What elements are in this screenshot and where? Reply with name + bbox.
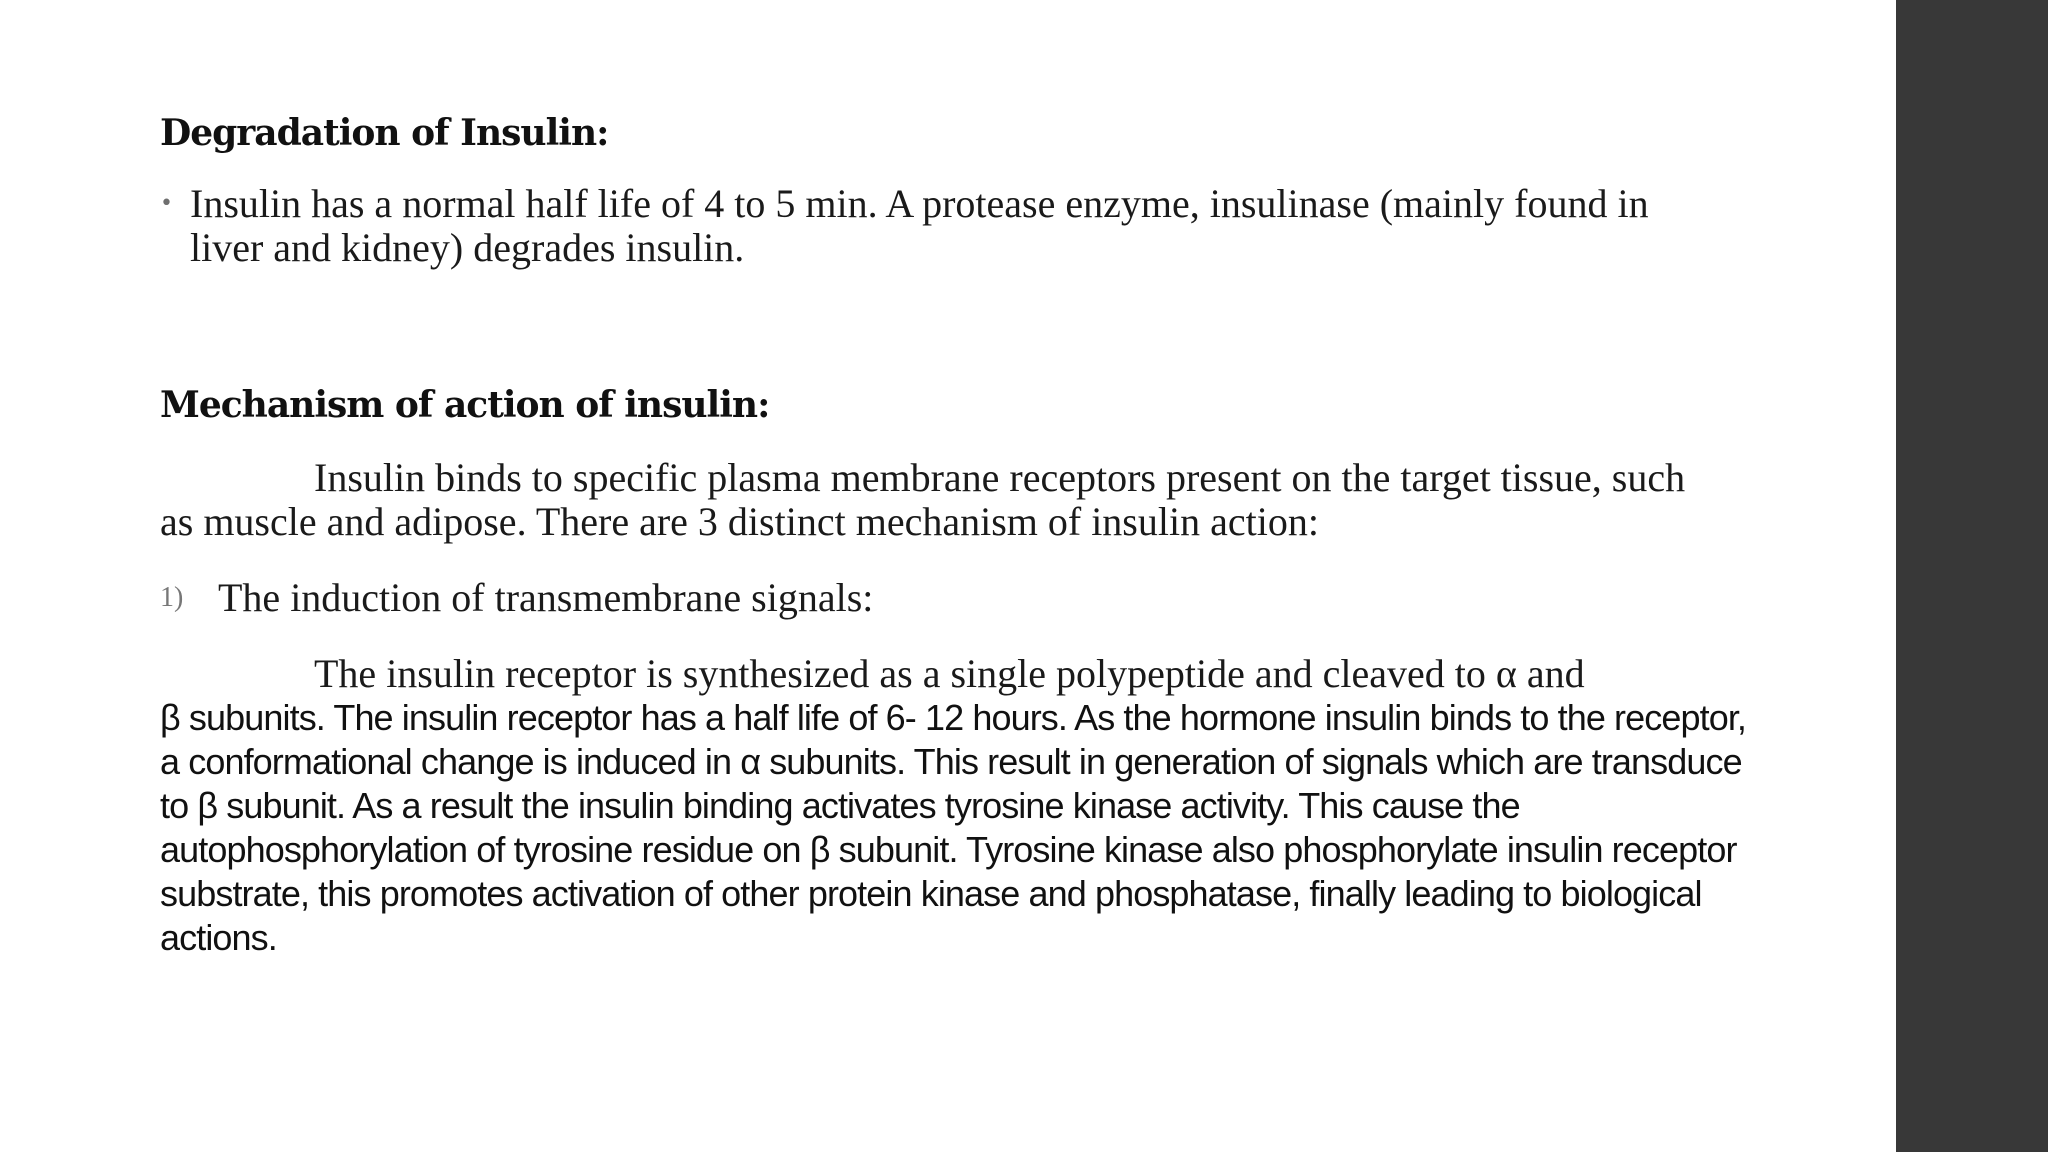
degradation-heading: Degradation of Insulin:: [160, 112, 609, 154]
mechanism-intro: Insulin binds to specific plasma membrane receptors present on the target tissue, such as muscle and adipose. There are 3 distinct mechanism of insulin action:: [160, 455, 1686, 544]
list-item-text: The induction of transmembrane signals:: [218, 575, 874, 620]
mechanism-heading: Mechanism of action of insulin:: [160, 384, 770, 426]
slide-content: [160, 108, 1760, 960]
numbered-list-item: [160, 576, 1760, 620]
detail-paragraph: β subunits. The insulin receptor has a half life of 6- 12 hours. As the hormone insulin binds to the receptor, a conformational change is induced in α subunits. This result in generation of signals which are transduce to β subunit. As a result the insulin binding activates tyrosine kinase activity. This cause the autophosphorylation of tyrosine residue on β subunit. Tyrosine kinase also phosphorylate insulin receptor substrate, this promotes activation of other protein kinase and phosphatase, finally leading to biological actions.: [160, 697, 1747, 958]
bullet-icon: •: [160, 191, 173, 216]
degradation-bullet-text: Insulin has a normal half life of 4 to 5 min. A protease enzyme, insulinase (mainly found in liver and kidney) degrades insulin.: [190, 181, 1649, 270]
list-number: 1): [160, 582, 184, 613]
degradation-bullet: [160, 182, 1760, 270]
detail-first-line: The insulin receptor is synthesized as a single polypeptide and cleaved to α and: [314, 651, 1585, 696]
side-bar: [1896, 0, 2048, 1152]
